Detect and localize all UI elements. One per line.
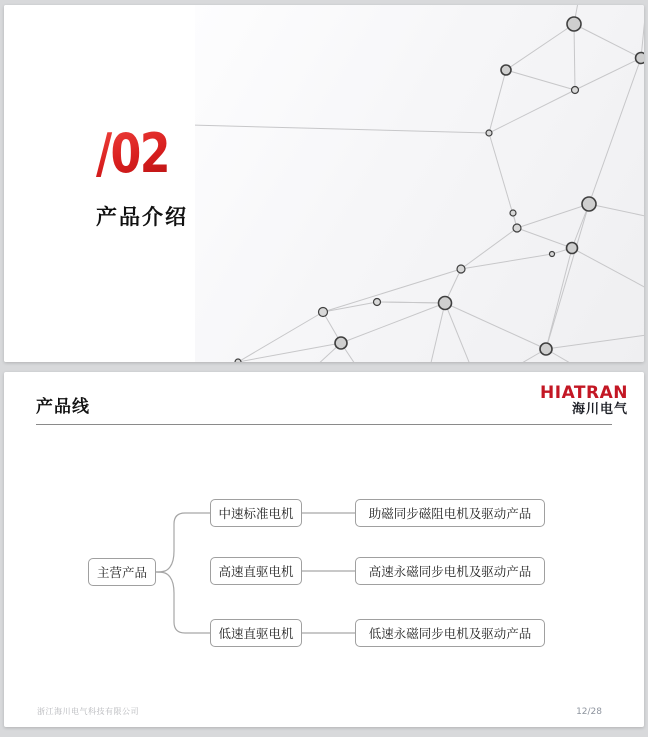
tree-product-box: 助磁同步磁阻电机及驱动产品 xyxy=(355,499,545,527)
logo-chinese-text: 海川电气 xyxy=(571,401,628,417)
tree-root-box: 主营产品 xyxy=(88,558,156,586)
footer-page-number: 12/28 xyxy=(576,707,602,717)
footer-company-name: 浙江海川电气科技有限公司 xyxy=(37,707,139,716)
tree-category-box: 低速直驱电机 xyxy=(210,619,302,647)
cover-left-panel xyxy=(4,5,195,362)
product-tree-diagram xyxy=(4,372,644,727)
network-mesh-decoration xyxy=(195,5,644,362)
tree-product-box: 高速永磁同步电机及驱动产品 xyxy=(355,557,545,585)
section-title: 产品介绍 xyxy=(96,205,188,229)
tree-connectors xyxy=(4,372,644,727)
slide-section-cover xyxy=(4,5,644,362)
section-number: /02 xyxy=(96,122,169,185)
network-mesh-svg xyxy=(195,5,644,362)
slide-product-line xyxy=(4,372,644,727)
page-title: 产品线 xyxy=(36,397,90,417)
tree-product-box: 低速永磁同步电机及驱动产品 xyxy=(355,619,545,647)
tree-category-box: 高速直驱电机 xyxy=(210,557,302,585)
logo-latin-text: HIATRAN xyxy=(540,383,628,403)
tree-category-box: 中速标准电机 xyxy=(210,499,302,527)
